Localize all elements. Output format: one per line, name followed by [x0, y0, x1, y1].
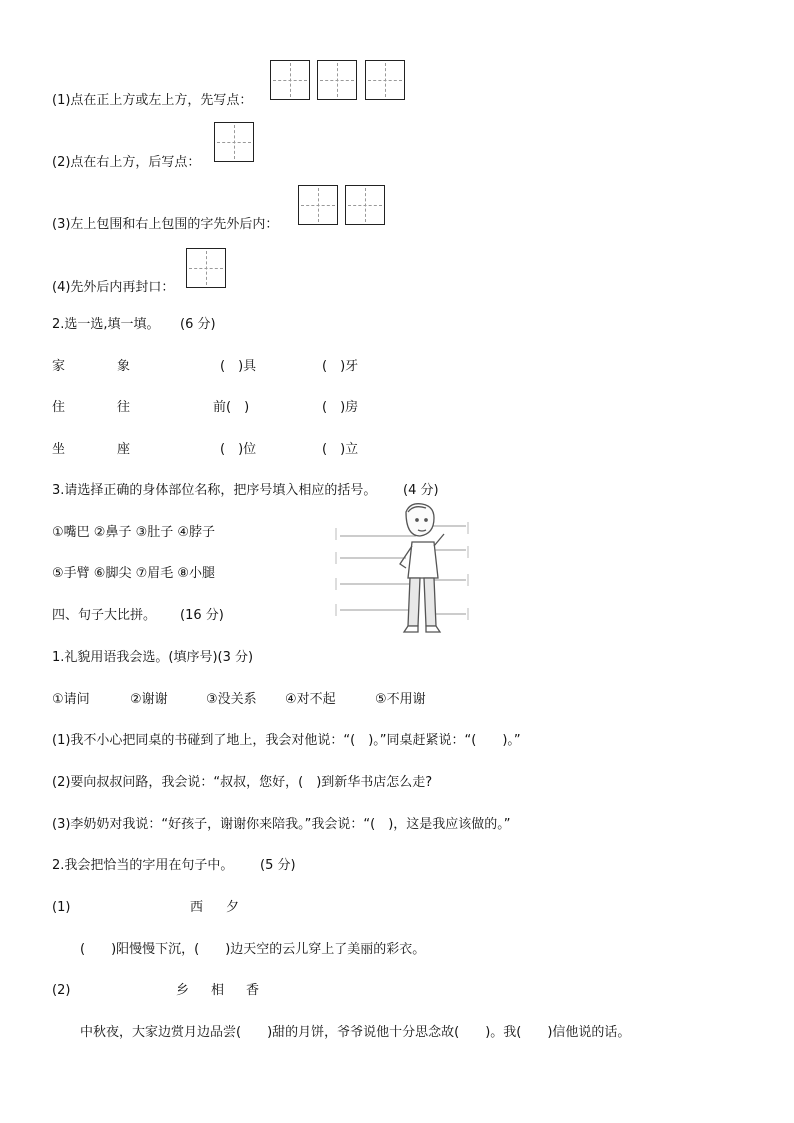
part-2-sentence: 中秋夜，大家边赏月边品尝( )甜的月饼，爷爷说他十分思念故( )。我( )信他说的话。: [80, 1025, 631, 1040]
q2-blank[interactable]: ( )房: [322, 400, 359, 415]
q4-1-sentence-1: (1)我不小心把同桌的书碰到了地上，我会对他说：“( )。”同桌赶紧说：“( )。”: [52, 733, 521, 748]
child-body-figure: [328, 500, 498, 640]
choice-char: 夕: [226, 900, 240, 915]
q2-char: 座: [117, 442, 131, 457]
q2-char: 坐: [52, 442, 66, 457]
option: ③没关系: [206, 692, 257, 707]
q3-options-line2: ⑤手臂 ⑥脚尖 ⑦眉毛 ⑧小腿: [52, 566, 216, 581]
q2-score: (6 分): [180, 317, 216, 332]
q2-char: 往: [117, 400, 131, 415]
q3-title: 3.请选择正确的身体部位名称，把序号填入相应的括号。: [52, 483, 377, 498]
choice-char: 乡: [176, 983, 190, 998]
q4-1-sentence-3: (3)李奶奶对我说：“好孩子，谢谢你来陪我。”我会说：“( )，这是我应该做的。”: [52, 817, 511, 832]
q2-blank[interactable]: ( )牙: [322, 359, 359, 374]
section4-score: (16 分): [180, 608, 224, 623]
rule-2-text: (2)点在右上方，后写点：: [52, 155, 201, 170]
q4-1-sentence-2: (2)要向叔叔问路，我会说：“叔叔，您好，( )到新华书店怎么走?: [52, 775, 433, 790]
rule-1-text: (1)点在正上方或左上方，先写点：: [52, 93, 253, 108]
q2-char: 象: [117, 359, 131, 374]
writing-box[interactable]: [270, 60, 310, 100]
part-1-sentence: ( )阳慢慢下沉，( )边天空的云儿穿上了美丽的彩衣。: [80, 942, 426, 957]
q2-blank[interactable]: 前( ): [213, 400, 250, 415]
writing-box[interactable]: [365, 60, 405, 100]
option: ④对不起: [285, 692, 336, 707]
q4-2-title: 2.我会把恰当的字用在句子中。: [52, 858, 234, 873]
part-1-label: (1): [52, 900, 71, 915]
option: ⑤不用谢: [375, 692, 426, 707]
q2-blank[interactable]: ( )立: [322, 442, 359, 457]
choice-char: 相: [211, 983, 225, 998]
writing-box[interactable]: [317, 60, 357, 100]
q2-char: 家: [52, 359, 66, 374]
choice-char: 西: [190, 900, 204, 915]
q2-title: 2.选一选,填一填。: [52, 317, 160, 332]
q2-char: 住: [52, 400, 66, 415]
q3-options-line1: ①嘴巴 ②鼻子 ③肚子 ④脖子: [52, 525, 216, 540]
part-2-label: (2): [52, 983, 71, 998]
q4-2-score: (5 分): [260, 858, 296, 873]
writing-box[interactable]: [345, 185, 385, 225]
rule-4-text: (4)先外后内再封口：: [52, 280, 175, 295]
rule-3-text: (3)左上包围和右上包围的字先外后内：: [52, 217, 279, 232]
q3-score: (4 分): [403, 483, 439, 498]
writing-box[interactable]: [214, 122, 254, 162]
option: ②谢谢: [130, 692, 168, 707]
section4-title: 四、句子大比拼。: [52, 608, 157, 623]
writing-box[interactable]: [298, 185, 338, 225]
q4-1-title: 1.礼貌用语我会选。(填序号)(3 分): [52, 650, 254, 665]
q2-blank[interactable]: ( )具: [220, 359, 257, 374]
writing-box[interactable]: [186, 248, 226, 288]
option: ①请问: [52, 692, 90, 707]
choice-char: 香: [246, 983, 260, 998]
q2-blank[interactable]: ( )位: [220, 442, 257, 457]
